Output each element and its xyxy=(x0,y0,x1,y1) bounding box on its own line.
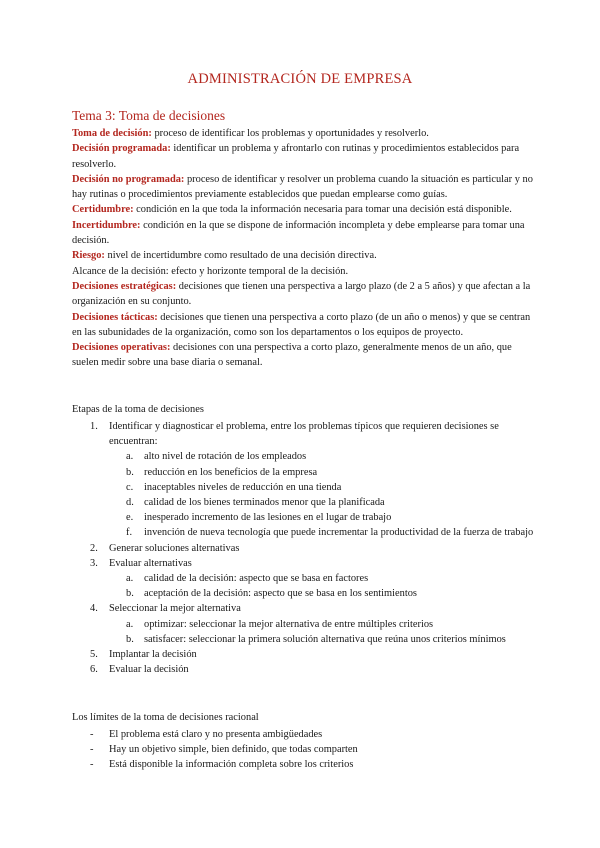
substep-text: satisfacer: seleccionar la primera solución alternativa que reúna unos criterios mínimos xyxy=(144,633,506,645)
step-text: Identificar y diagnosticar el problema, entre los problemas típicos que requieren decisiones se encuentran: xyxy=(109,421,499,448)
definition-term: Riesgo: xyxy=(72,250,105,262)
step-text: Seleccionar la mejor alternativa xyxy=(109,603,241,615)
definition-item xyxy=(72,202,534,217)
limit-dash: - xyxy=(90,744,94,756)
limit-dash: - xyxy=(90,759,94,771)
substep-letter: a. xyxy=(126,618,134,630)
definition-item xyxy=(72,172,534,203)
section-title: Tema 3: Toma de decisiones xyxy=(72,108,226,123)
definition-item xyxy=(72,141,534,172)
substep-text: aceptación de la decisión: aspecto que se basa en los sentimientos xyxy=(144,588,417,600)
substep-letter: b. xyxy=(126,588,134,600)
substep-text: alto nivel de rotación de los empleados xyxy=(144,451,307,463)
substep-item xyxy=(72,586,534,601)
substep-item xyxy=(72,465,534,480)
step-number: 4. xyxy=(90,603,98,615)
step-text: Generar soluciones alternativas xyxy=(109,542,240,554)
step-item xyxy=(72,601,534,616)
step-number: 5. xyxy=(90,649,98,661)
step-number: 3. xyxy=(90,557,98,569)
substep-letter: e. xyxy=(126,512,134,524)
definition-item xyxy=(72,310,534,341)
definition-text: proceso de identificar los problemas y oportunidades y resolverlo. xyxy=(151,128,429,139)
limits-list xyxy=(72,727,534,773)
definition-term: Toma de decisión: xyxy=(72,128,152,139)
substep-letter: a. xyxy=(126,451,134,463)
substep-letter: b. xyxy=(126,466,134,478)
substep-item xyxy=(72,495,534,510)
definition-term: Certidumbre: xyxy=(72,204,134,216)
definition-text: identificar un problema y afrontarlo con rutinas y procedimientos establecidos para resolverlo. xyxy=(72,143,520,170)
substep-text: inesperado incremento de las lesiones en el lugar de trabajo xyxy=(144,512,392,524)
definition-item xyxy=(72,264,534,279)
substep-letter: f. xyxy=(126,527,133,539)
limit-item xyxy=(72,757,534,772)
substep-text: calidad de los bienes terminados menor que la planificada xyxy=(144,497,385,509)
step-text: Evaluar la decisión xyxy=(109,664,189,676)
definition-item xyxy=(72,218,534,249)
definition-item xyxy=(72,340,534,371)
substep-text: calidad de la decisión: aspecto que se basa en factores xyxy=(144,573,369,585)
steps-heading: Etapas de la toma de decisiones xyxy=(72,404,204,415)
definition-text: condición en la que toda la información necesaria para tomar una decisión está disponible. xyxy=(133,204,512,216)
definition-text: condición en la que se dispone de información incompleta y debe emplearse para tomar una decisión. xyxy=(72,219,525,247)
definition-text: proceso de identificar y resolver un problema cuando la situación es particular y no hay rutinas o procedimientos previamente establecidos que puedan emplearse como guías. xyxy=(72,173,533,201)
substep-item xyxy=(72,632,534,647)
definition-item xyxy=(72,126,534,141)
step-text: Evaluar alternativas xyxy=(109,557,192,569)
limit-item xyxy=(72,727,534,742)
step-text: Implantar la decisión xyxy=(109,649,197,661)
step-number: 6. xyxy=(90,664,98,676)
definition-item xyxy=(72,248,534,263)
substep-item xyxy=(72,525,534,540)
definition-item xyxy=(72,279,534,310)
limits-heading: Los límites de la toma de decisiones racional xyxy=(72,712,259,723)
substep-text: optimizar: seleccionar la mejor alternativa de entre múltiples criterios xyxy=(144,618,434,630)
substep-item xyxy=(72,617,534,632)
step-item xyxy=(72,647,534,662)
definition-term: Decisión programada: xyxy=(72,143,171,155)
substep-letter: d. xyxy=(126,497,134,509)
definition-term: Decisión no programada: xyxy=(72,173,185,185)
substep-letter: b. xyxy=(126,633,134,645)
substep-text: inaceptables niveles de reducción en una tienda xyxy=(144,481,342,493)
step-item xyxy=(72,419,534,449)
step-item xyxy=(72,556,534,571)
limit-dash: - xyxy=(90,729,94,740)
step-number: 1. xyxy=(90,421,98,432)
limit-text: Está disponible la información completa sobre los criterios xyxy=(109,759,354,771)
substep-item xyxy=(72,480,534,495)
definition-term: Decisiones operativas: xyxy=(72,342,171,354)
substep-text: invención de nueva tecnología que puede incrementar la productividad de la fuerza de trabajo xyxy=(144,527,534,539)
limit-text: El problema está claro y no presenta ambigüedades xyxy=(109,729,323,740)
definition-text: decisiones con una perspectiva a corto plazo, generalmente menos de un año, que suelen medir sobre una base diaria o semanal. xyxy=(72,342,512,369)
substep-letter: a. xyxy=(126,573,134,585)
limit-text: Hay un objetivo simple, bien definido, que todas comparten xyxy=(109,744,358,756)
definition-term: Decisiones tácticas: xyxy=(72,311,158,323)
definition-term: Incertidumbre: xyxy=(72,219,141,231)
step-item xyxy=(72,541,534,556)
substep-text: reducción en los beneficios de la empresa xyxy=(144,466,318,478)
definition-text: decisiones que tienen una perspectiva a largo plazo (de 2 a 5 años) y que afectan a la organización en su conjunto. xyxy=(72,280,531,308)
substep-item xyxy=(72,449,534,464)
substep-letter: c. xyxy=(126,481,134,493)
document-title: ADMINISTRACIÓN DE EMPRESA xyxy=(187,71,413,87)
substep-item xyxy=(72,510,534,525)
definition-text: Alcance de la decisión: efecto y horizonte temporal de la decisión. xyxy=(72,265,349,277)
substep-item xyxy=(72,571,534,586)
definition-text: nivel de incertidumbre como resultado de una decisión directiva. xyxy=(104,250,377,262)
definitions-list xyxy=(72,126,534,371)
definition-term: Decisiones estratégicas: xyxy=(72,280,177,292)
steps-list xyxy=(72,419,534,677)
step-number: 2. xyxy=(90,542,98,554)
step-item xyxy=(72,662,534,677)
definition-text: decisiones que tienen una perspectiva a corto plazo (de un año o menos) y que se centran en las subunidades de la organización, como son los departamentos o los equipos de proyecto. xyxy=(72,311,531,338)
limit-item xyxy=(72,742,534,757)
